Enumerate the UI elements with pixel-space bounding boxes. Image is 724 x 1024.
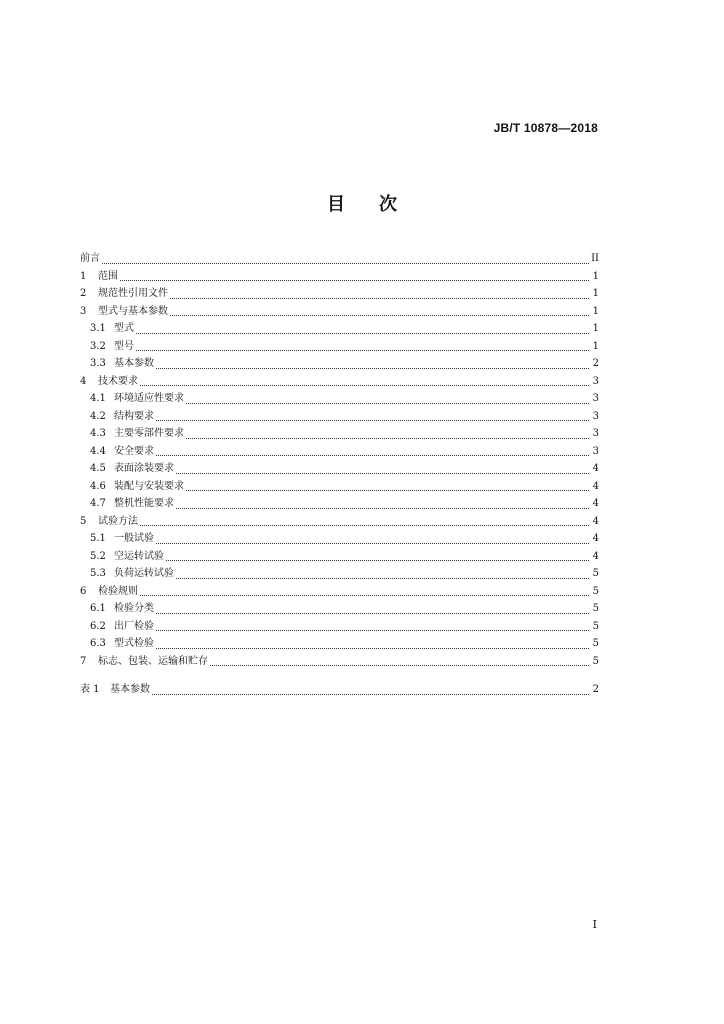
dot-leader [156, 629, 589, 631]
toc-entry-page: 1 [592, 340, 599, 352]
toc-entry[interactable] [80, 443, 599, 461]
dot-leader [176, 577, 589, 579]
toc-entry-number: 5.3 [90, 568, 106, 579]
dot-leader [156, 542, 589, 544]
toc-entry-page: 5 [592, 655, 599, 667]
dot-leader [186, 489, 589, 491]
toc-entry[interactable] [80, 460, 599, 478]
toc-entry[interactable] [80, 583, 599, 601]
dot-leader [170, 314, 589, 316]
toc-entry[interactable] [80, 250, 599, 268]
toc-entry-label: 标志、包装、运输和贮存 [98, 655, 208, 667]
toc-entry[interactable] [80, 653, 599, 671]
toc-entry-page: 3 [592, 445, 599, 457]
toc-entry[interactable] [80, 681, 599, 699]
toc-entry[interactable] [80, 530, 599, 548]
toc-entry-page: 4 [592, 550, 599, 562]
toc-entry-number: 4.7 [90, 498, 106, 509]
toc-entry-label: 前言 [80, 253, 100, 264]
dot-leader [176, 507, 589, 509]
toc-entry-page: 1 [592, 305, 599, 317]
toc-entry-number: 5.1 [90, 533, 106, 544]
toc-entry-number: 3.2 [90, 340, 106, 352]
dot-leader [156, 454, 589, 456]
toc-entry-page: 1 [592, 270, 599, 282]
toc-entry-label: 主要零部件要求 [114, 428, 184, 439]
toc-entry[interactable] [80, 303, 599, 321]
page-number: I [592, 918, 597, 931]
toc-entry-page: 5 [592, 585, 599, 597]
toc-entry[interactable] [80, 635, 599, 653]
toc-entry-page: 3 [592, 428, 599, 439]
dot-leader [102, 262, 589, 264]
toc-entry[interactable] [80, 478, 599, 496]
toc-entry-number: 4.4 [90, 445, 106, 457]
toc-entry-label: 装配与安装要求 [114, 480, 184, 492]
dot-leader [186, 437, 589, 439]
dot-leader [186, 402, 589, 404]
toc-entry-label: 安全要求 [114, 445, 154, 457]
toc-entry-number: 4.2 [90, 410, 106, 422]
toc-entry[interactable] [80, 373, 599, 391]
toc-entry-label: 检验规则 [98, 585, 138, 597]
toc-entry-label: 技术要求 [98, 375, 138, 387]
toc-entry-number: 6 [80, 585, 87, 597]
toc-entry-label: 结构要求 [114, 410, 154, 422]
toc-entry-number: 4.6 [90, 480, 106, 492]
dot-leader [176, 472, 589, 474]
toc-entry-page: 5 [592, 638, 599, 649]
toc-entry-page: 5 [592, 603, 599, 614]
toc-entry-number: 3 [80, 305, 87, 317]
toc-entry-page: II [591, 253, 599, 264]
dot-leader [170, 297, 589, 299]
toc-entry[interactable] [80, 600, 599, 618]
title-char-1: 目 [327, 194, 345, 215]
toc-entry-label: 试验方法 [98, 515, 138, 527]
dot-leader [156, 419, 589, 421]
toc-entry-number: 6.2 [90, 620, 106, 632]
page-title [0, 190, 724, 216]
toc-entry-number: 4.3 [90, 428, 106, 439]
dot-leader [136, 332, 589, 334]
toc-entry-page: 3 [592, 375, 599, 387]
toc-entry-label: 基本参数 [110, 684, 150, 695]
toc-entry-label: 范围 [98, 270, 118, 282]
toc-entry-number: 5.2 [90, 550, 106, 562]
toc-entry-page: 4 [592, 498, 599, 509]
toc-entry[interactable] [80, 548, 599, 566]
title-char-2: 次 [379, 194, 397, 215]
toc-entry-page: 2 [592, 684, 599, 695]
toc-entry-page: 4 [592, 480, 599, 492]
toc-entry-number: 6.1 [90, 603, 106, 614]
toc-entry[interactable] [80, 285, 599, 303]
toc-entry-number: 4.1 [90, 393, 106, 404]
dot-leader [140, 594, 589, 596]
dot-leader [156, 367, 589, 369]
dot-leader [210, 664, 589, 666]
toc-entry[interactable] [80, 495, 599, 513]
dot-leader [120, 279, 589, 281]
toc-entry-label: 型式检验 [114, 638, 154, 649]
toc-entry-number: 5 [80, 515, 87, 527]
toc-entry-label: 环境适应性要求 [114, 393, 184, 404]
dot-leader [140, 524, 589, 526]
toc-entry-number: 2 [80, 288, 87, 299]
dot-leader [152, 693, 589, 695]
dot-leader [136, 349, 589, 351]
toc-entry-page: 4 [592, 515, 599, 527]
toc-entry-label: 基本参数 [114, 358, 154, 369]
toc-entry[interactable] [80, 513, 599, 531]
toc-entry[interactable] [80, 565, 599, 583]
toc-entry-page: 1 [592, 323, 599, 334]
dot-leader [156, 647, 589, 649]
toc-entry-label: 型式 [114, 323, 134, 334]
toc-entry-label: 型号 [114, 340, 134, 352]
dot-leader [140, 384, 589, 386]
toc-entry-number: 7 [80, 655, 87, 667]
dot-leader [156, 612, 589, 614]
toc-entry-number: 4.5 [90, 463, 106, 474]
toc-entry[interactable] [80, 355, 599, 373]
toc-entry-label: 空运转试验 [114, 550, 164, 562]
toc-entry-page: 1 [592, 288, 599, 299]
toc-entry-label: 负荷运转试验 [114, 568, 174, 579]
toc-entry-page: 4 [592, 463, 599, 474]
toc-entry-label: 规范性引用文件 [98, 288, 168, 299]
toc-entry-label: 整机性能要求 [114, 498, 174, 509]
toc-entry-number: 1 [80, 270, 87, 282]
table-of-contents [80, 250, 599, 699]
toc-entry[interactable] [80, 268, 599, 286]
toc-entry-label: 一般试验 [114, 533, 154, 544]
toc-entry-page: 3 [592, 410, 599, 422]
toc-entry-label: 型式与基本参数 [98, 305, 168, 317]
standard-code: JB/T 10878—2018 [493, 121, 598, 135]
toc-entry[interactable] [80, 390, 599, 408]
toc-entry-page: 5 [592, 568, 599, 579]
section-spacer [80, 670, 599, 681]
toc-entry-number: 3.1 [90, 323, 106, 334]
toc-entry-page: 4 [592, 533, 599, 544]
toc-entry[interactable] [80, 338, 599, 356]
toc-entry-number: 6.3 [90, 638, 106, 649]
toc-entry[interactable] [80, 408, 599, 426]
toc-entry-page: 2 [592, 358, 599, 369]
toc-entry[interactable] [80, 425, 599, 443]
toc-entry-label: 检验分类 [114, 603, 154, 614]
toc-entry-page: 5 [592, 620, 599, 632]
toc-entry[interactable] [80, 618, 599, 636]
toc-entry-number: 3.3 [90, 358, 106, 369]
toc-entry-number: 表 1 [80, 684, 100, 695]
toc-entry-label: 表面涂装要求 [114, 463, 174, 474]
toc-entry[interactable] [80, 320, 599, 338]
toc-entry-page: 3 [592, 393, 599, 404]
dot-leader [166, 559, 589, 561]
toc-entry-number: 4 [80, 375, 87, 387]
toc-entry-label: 出厂检验 [114, 620, 154, 632]
